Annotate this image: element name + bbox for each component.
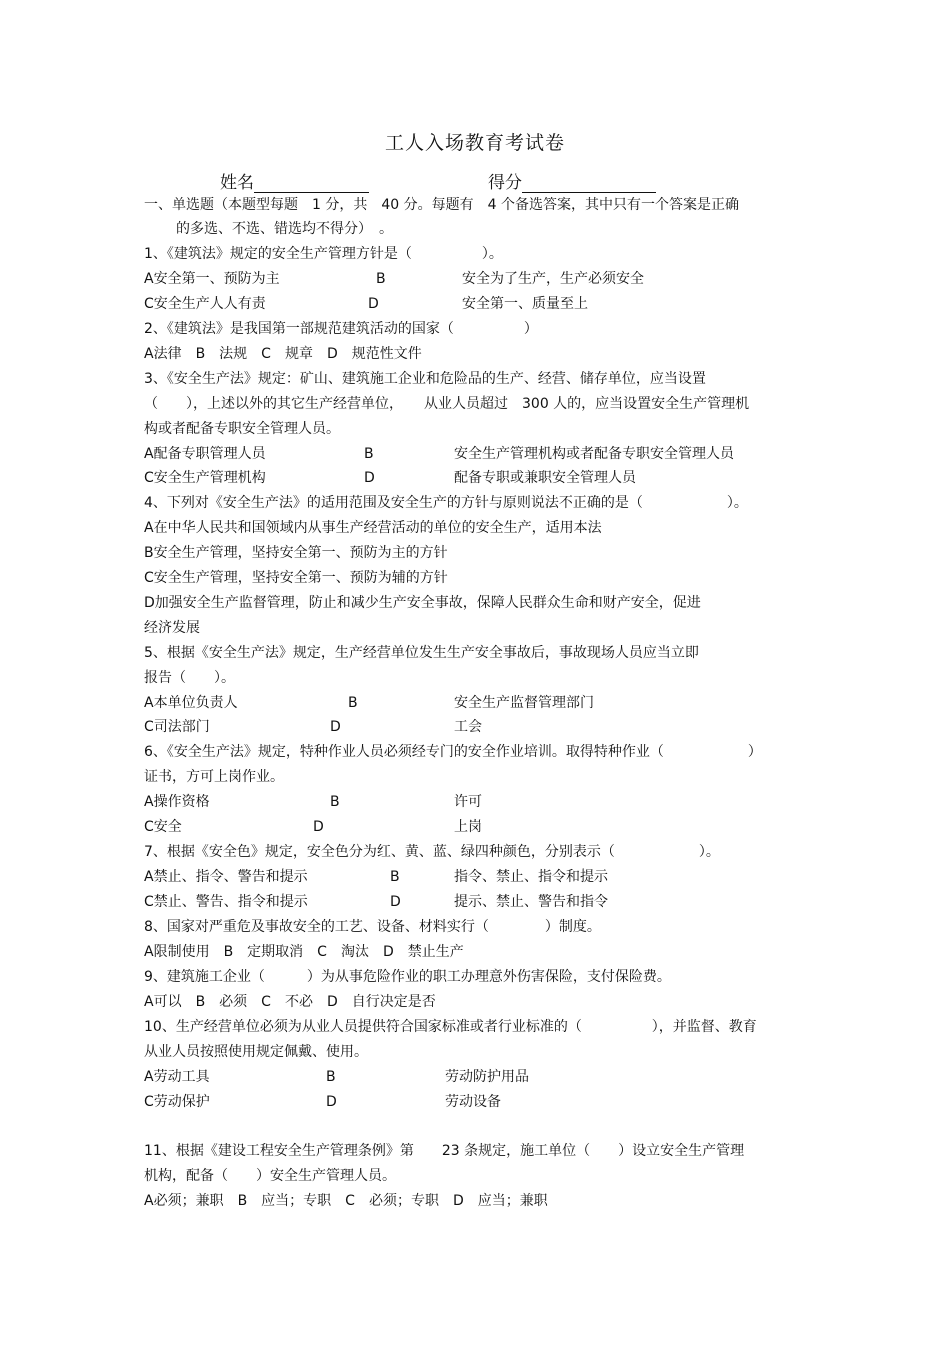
q8-stem: 8、国家对严重危及事故安全的工艺、设备、材料实行（ ）制度。 (144, 919, 601, 935)
q10-option-c: C劳动保护 (144, 1094, 210, 1110)
q6-option-a: A操作资格 (144, 794, 210, 810)
q5-option-d-key: D (330, 719, 341, 735)
q6-stem-line-1: 6、《安全生产法》规定，特种作业人员必须经专门的安全作业培训。取得特种作业（ ） (144, 744, 762, 760)
q4-stem: 4、下列对《安全生产法》的适用范围及安全生产的方针与原则说法不正确的是（ ）。 (144, 495, 748, 511)
instructions-line-1: 一、单选题（本题型每题 1 分，共 40 分。每题有 4 个备选答案，其中只有一个答案是正确 (144, 197, 739, 213)
q7-option-b-key: B (390, 869, 400, 885)
q3-option-b: 安全生产管理机构或者配备专职安全管理人员 (454, 446, 734, 462)
q1-option-d-key: D (368, 296, 379, 312)
name-field (220, 168, 369, 193)
q6-option-c: C安全 (144, 819, 182, 835)
q3-option-c: C安全生产管理机构 (144, 470, 266, 486)
q10-option-d-key: D (326, 1094, 337, 1110)
q10-option-b-key: B (326, 1069, 336, 1085)
q10-option-b: 劳动防护用品 (445, 1069, 529, 1085)
q4-option-d-line-1: D加强安全生产监督管理，防止和减少生产安全事故，保障人民群众生命和财产安全，促进 (144, 595, 701, 611)
name-label: 姓名 (220, 173, 254, 193)
q3-stem-line-3: 构或者配备专职安全管理人员。 (144, 421, 340, 437)
q1-option-a: A安全第一、预防为主 (144, 271, 280, 287)
q7-option-d-key: D (390, 894, 401, 910)
q11-stem-line-1: 11、根据《建设工程安全生产管理条例》第 23 条规定，施工单位（ ）设立安全生产管理 (144, 1143, 745, 1159)
q7-option-a: A禁止、指令、警告和提示 (144, 869, 308, 885)
score-field (488, 168, 656, 193)
q7-option-d: 提示、禁止、警告和指令 (454, 894, 608, 910)
q4-option-c: C安全生产管理，坚持安全第一、预防为辅的方针 (144, 570, 448, 586)
q10-stem-line-2: 从业人员按照使用规定佩戴、使用。 (144, 1044, 368, 1060)
q9-options: A可以 B 必须 C 不必 D 自行决定是否 (144, 994, 436, 1010)
q1-option-c: C安全生产人人有责 (144, 296, 266, 312)
q5-option-b: 安全生产监督管理部门 (454, 695, 594, 711)
q9-stem: 9、建筑施工企业（ ）为从事危险作业的职工办理意外伤害保险，支付保险费。 (144, 969, 671, 985)
q10-stem-line-1: 10、生产经营单位必须为从业人员提供符合国家标准或者行业标准的（ ），并监督、教育 (144, 1019, 757, 1035)
q6-option-b-key: B (330, 794, 340, 810)
q5-option-a: A本单位负责人 (144, 695, 238, 711)
score-label: 得分 (488, 173, 522, 193)
q8-options: A限制使用 B 定期取消 C 淘汰 D 禁止生产 (144, 944, 464, 960)
q11-stem-line-2: 机构，配备（ ）安全生产管理人员。 (144, 1168, 396, 1184)
q4-option-d-line-2: 经济发展 (144, 620, 200, 636)
q5-option-b-key: B (348, 695, 358, 711)
q11-options: A必须；兼职 B 应当；专职 C 必须；专职 D 应当；兼职 (144, 1193, 548, 1209)
q10-option-d: 劳动设备 (445, 1094, 501, 1110)
q6-option-d-key: D (313, 819, 324, 835)
q5-option-c: C司法部门 (144, 719, 210, 735)
q5-stem-line-2: 报告（ ）。 (144, 670, 235, 686)
q10-option-a: A劳动工具 (144, 1069, 210, 1085)
q4-option-a: A在中华人民共和国领域内从事生产经营活动的单位的安全生产，适用本法 (144, 520, 602, 536)
instructions-line-2: 的多选、不选、错选均不得分） 。 (176, 221, 393, 237)
q3-option-d-key: D (364, 470, 375, 486)
q1-stem: 1、《建筑法》规定的安全生产管理方针是（ ）。 (144, 246, 503, 262)
q6-option-d: 上岗 (454, 819, 482, 835)
q5-option-d: 工会 (454, 719, 482, 735)
q3-option-b-key: B (364, 446, 374, 462)
q7-option-c: C禁止、警告、指令和提示 (144, 894, 308, 910)
q1-option-b-key: B (376, 271, 386, 287)
score-blank[interactable] (522, 174, 656, 193)
q4-option-b: B安全生产管理，坚持安全第一、预防为主的方针 (144, 545, 448, 561)
q2-options: A法律 B 法规 C 规章 D 规范性文件 (144, 346, 422, 362)
q7-option-b: 指令、禁止、指令和提示 (454, 869, 608, 885)
q6-option-b: 许可 (454, 794, 482, 810)
q3-stem-line-2: （ ），上述以外的其它生产经营单位， 从业人员超过 300 人的，应当设置安全生产管理机 (144, 396, 750, 412)
q3-stem-line-1: 3、《安全生产法》规定：矿山、建筑施工企业和危险品的生产、经营、储存单位，应当设置 (144, 371, 706, 387)
q1-option-d: 安全第一、质量至上 (462, 296, 588, 312)
q5-stem-line-1: 5、根据《安全生产法》规定，生产经营单位发生生产安全事故后，事故现场人员应当立即 (144, 645, 699, 661)
q6-stem-line-2: 证书，方可上岗作业。 (144, 769, 284, 785)
page-title: 工人入场教育考试卷 (384, 132, 565, 154)
q1-option-b: 安全为了生产，生产必须安全 (462, 271, 644, 287)
name-blank[interactable] (254, 174, 369, 193)
q7-stem: 7、根据《安全色》规定，安全色分为红、黄、蓝、绿四种颜色，分别表示（ ）。 (144, 844, 720, 860)
q3-option-a: A配备专职管理人员 (144, 446, 266, 462)
q2-stem: 2、《建筑法》是我国第一部规范建筑活动的国家（ ） (144, 321, 538, 337)
q3-option-d: 配备专职或兼职安全管理人员 (454, 470, 636, 486)
